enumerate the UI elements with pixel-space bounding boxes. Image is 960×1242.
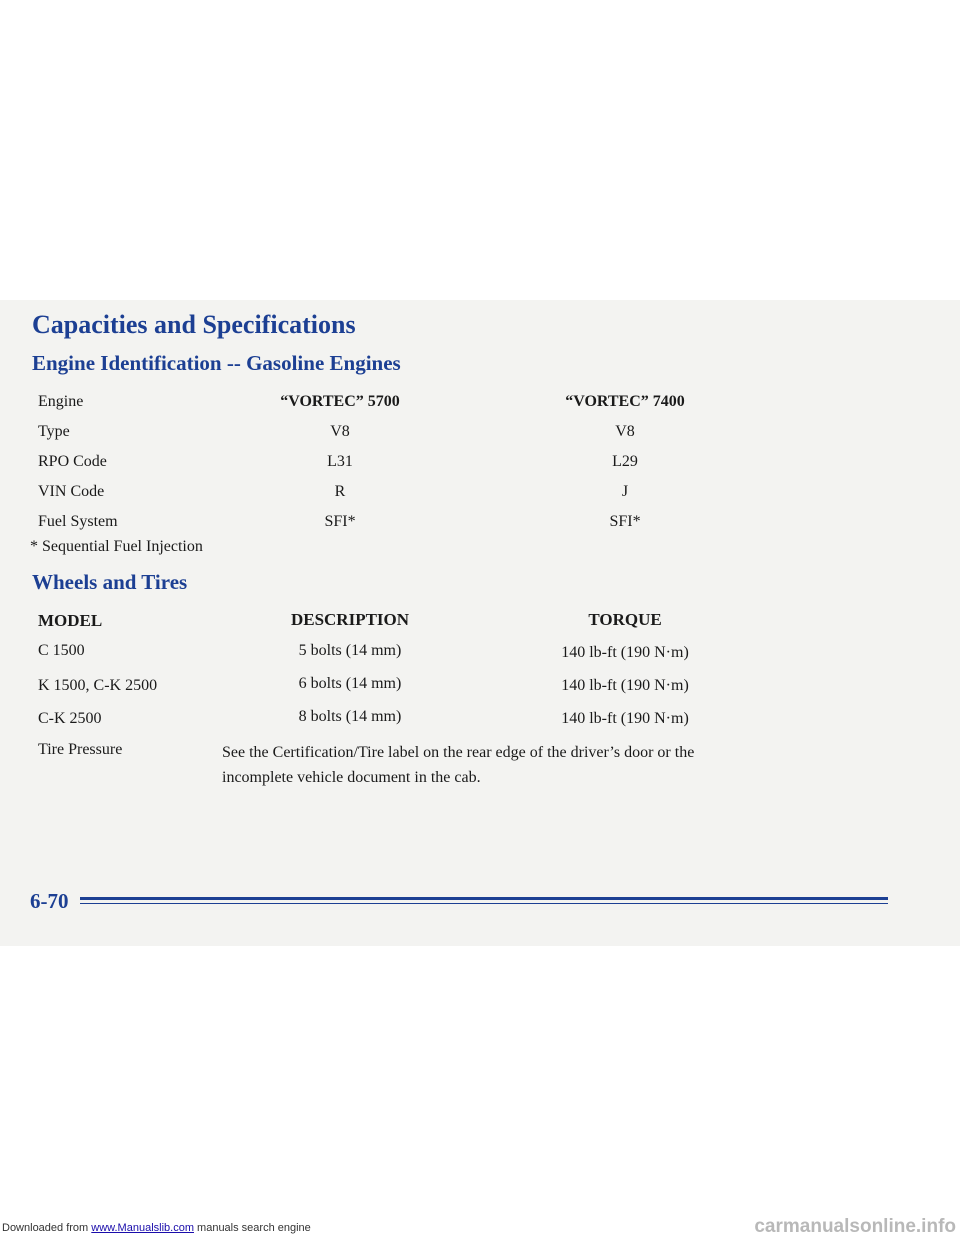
wheels-torque-cell: 140 lb-ft (190 N·m) [561, 677, 689, 694]
column-header-torque: TORQUE [588, 610, 662, 629]
engine-cell: SFI* [609, 513, 641, 530]
footer-rule [80, 897, 888, 900]
watermark-logo: carmanualsonline.info [754, 1216, 956, 1237]
manual-page [0, 300, 960, 946]
tire-pressure-label: Tire Pressure [38, 741, 123, 758]
engine-row-label: Fuel System [38, 513, 118, 530]
engine-header-5700: “VORTEC” 5700 [280, 393, 400, 410]
tire-pressure-text: See the Certification/Tire label on the rear edge of the driver’s door or the incomplete vehicle document in the cab. [222, 744, 695, 786]
engine-header-7400: “VORTEC” 7400 [565, 393, 685, 410]
engine-cell: J [621, 483, 629, 500]
footer-rule-thin [80, 903, 888, 904]
download-footer [2, 1222, 311, 1234]
engine-row-label: Engine [38, 393, 84, 410]
wheels-model-cell: K 1500, C-K 2500 [38, 677, 158, 694]
column-header-description: DESCRIPTION [290, 610, 410, 629]
wheels-model-cell: C-K 2500 [38, 710, 102, 727]
wheels-torque-cell: 140 lb-ft (190 N·m) [561, 710, 689, 727]
engine-cell: V8 [615, 423, 635, 440]
page-title: Capacities and Specifications [32, 310, 356, 339]
engine-cell: V8 [330, 423, 350, 440]
wheels-description-cell: 5 bolts (14 mm) [298, 642, 402, 659]
footer-prefix: Downloaded from [2, 1222, 92, 1234]
manualslib-link[interactable]: www.Manualslib.com [91, 1222, 194, 1234]
wheels-section-heading: Wheels and Tires [32, 570, 188, 594]
footer-suffix: manuals search engine [193, 1222, 311, 1234]
engine-cell: L31 [327, 453, 353, 470]
engine-cell: L29 [612, 453, 638, 470]
engine-row-label: Type [38, 423, 70, 440]
page-number: 6-70 [30, 889, 69, 913]
engine-row-label: VIN Code [38, 483, 105, 500]
wheels-description-cell: 8 bolts (14 mm) [298, 708, 402, 725]
wheels-model-cell: C 1500 [38, 642, 85, 659]
column-header-model: MODEL [38, 611, 103, 630]
wheels-torque-cell: 140 lb-ft (190 N·m) [561, 644, 689, 661]
engine-cell: SFI* [324, 513, 356, 530]
footnote: * Sequential Fuel Injection [30, 538, 203, 555]
engine-cell: R [334, 483, 346, 500]
engine-row-label: RPO Code [38, 453, 107, 470]
engine-section-heading: Engine Identification -- Gasoline Engines [32, 351, 401, 375]
wheels-description-cell: 6 bolts (14 mm) [298, 675, 402, 692]
